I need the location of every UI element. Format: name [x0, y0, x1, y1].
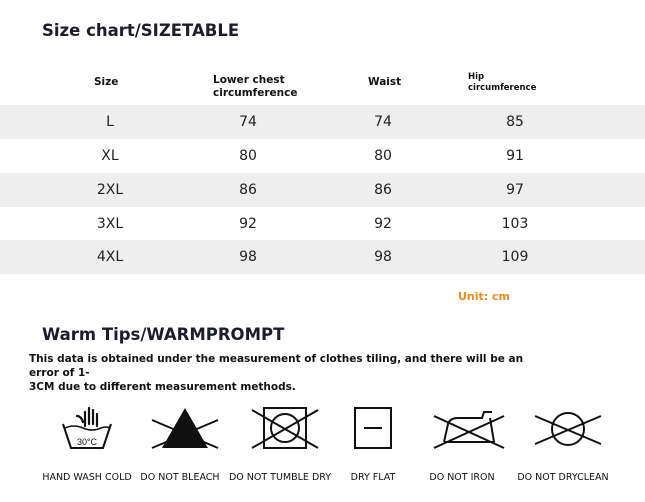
- care-label: DO NOT BLEACH: [140, 472, 220, 483]
- cell-chest: 80: [239, 148, 257, 164]
- care-label: DRY FLAT: [350, 472, 396, 483]
- no-bleach-icon: [150, 402, 220, 454]
- tips-line-2: 3CM due to different measurement methods.: [29, 381, 296, 393]
- header-chest-line2: circumference: [213, 87, 298, 99]
- table-row: [0, 105, 645, 139]
- header-chest-line1: Lower chest: [213, 74, 285, 86]
- cell-waist: 86: [374, 182, 392, 198]
- unit-label: Unit: cm: [458, 290, 511, 303]
- cell-chest: 74: [239, 114, 257, 130]
- cell-size: 3XL: [96, 216, 124, 232]
- care-label: DO NOT DRYCLEAN: [517, 472, 609, 483]
- care-item-no-iron: [407, 402, 517, 492]
- cell-waist: 92: [374, 216, 392, 232]
- cell-waist: 98: [374, 249, 392, 265]
- table-row: [0, 207, 645, 241]
- table-row: [0, 240, 645, 274]
- cell-size: XL: [101, 148, 119, 164]
- cell-waist: 80: [374, 148, 392, 164]
- no-dryclean-icon: [533, 402, 603, 454]
- header-hip-line2: circumference: [468, 83, 537, 93]
- cell-hip: 109: [501, 249, 529, 265]
- header-hip: [468, 72, 536, 94]
- header-chest: [213, 74, 297, 100]
- cell-chest: 98: [239, 249, 257, 265]
- cell-size: 2XL: [96, 182, 124, 198]
- size-chart-title: Size chart/SIZETABLE: [42, 21, 240, 40]
- cell-size: 4XL: [96, 249, 124, 265]
- cell-chest: 92: [239, 216, 257, 232]
- header-hip-line1: Hip: [468, 72, 485, 82]
- tips-line-1: This data is obtained under the measurement of clothes tiling, and there will be an error of 1-: [29, 353, 524, 379]
- cell-hip: 85: [506, 114, 524, 130]
- table-row: [0, 173, 645, 207]
- header-size: Size: [94, 76, 119, 88]
- cell-waist: 74: [374, 114, 392, 130]
- care-item-no-bleach: [125, 402, 235, 492]
- cell-hip: 91: [506, 148, 524, 164]
- care-item-no-dryclean: [508, 402, 618, 492]
- wash-temperature: 30°C: [76, 437, 98, 447]
- dry-flat-icon: [343, 402, 403, 454]
- care-label: HAND WASH COLD: [42, 472, 132, 483]
- cell-chest: 86: [239, 182, 257, 198]
- header-waist: Waist: [368, 76, 402, 88]
- cell-hip: 103: [501, 216, 529, 232]
- cell-size: L: [106, 114, 114, 130]
- hand-wash-icon: [57, 402, 117, 454]
- tips-title: Warm Tips/WARMPROMPT: [42, 325, 285, 344]
- no-iron-icon: [432, 402, 506, 454]
- table-row: [0, 139, 645, 173]
- cell-hip: 97: [506, 182, 524, 198]
- care-label: DO NOT IRON: [429, 472, 495, 483]
- tips-text: [29, 352, 529, 394]
- no-tumble-dry-icon: [250, 402, 320, 454]
- care-label: DO NOT TUMBLE DRY: [228, 472, 332, 483]
